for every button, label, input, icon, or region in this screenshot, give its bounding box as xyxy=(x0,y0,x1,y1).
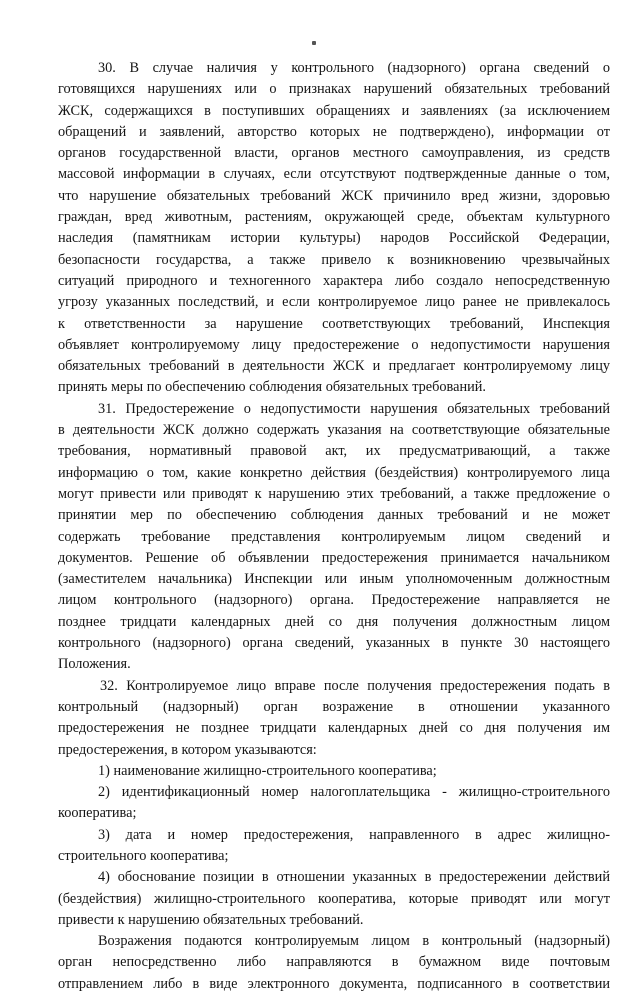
list-item-2 xyxy=(58,782,610,825)
document-text xyxy=(58,58,610,995)
paragraph-line: кооператива; xyxy=(58,805,137,822)
paragraph-line: 4) обоснование позиции в отношении указанных в предостережении действий xyxy=(98,869,610,886)
paragraph-line: (бездействия) жилищно-строительного кооператива, которые приводят или могут xyxy=(58,890,610,907)
paragraph-line: граждан, вред животным, растениям, окружающей среде, объектам культурного xyxy=(58,209,610,226)
paragraph-line: обязательных требований в деятельности ЖСК и предлагает контролируемому лицу xyxy=(58,358,610,375)
paragraph-line: 1) наименование жилищно-строительного кооператива; xyxy=(98,762,437,779)
paragraph-line: Положения. xyxy=(58,656,131,673)
paragraph-line: наследия (памятникам истории культуры) народов Российской Федерации, xyxy=(58,230,610,247)
paragraph-32 xyxy=(58,676,610,761)
paragraph-30 xyxy=(58,58,610,399)
paragraph-line: (заместителем начальника) Инспекции или иным уполномоченным должностным xyxy=(58,571,610,588)
paragraph-line: 30. В случае наличия у контрольного (надзорного) органа сведений о xyxy=(98,60,610,76)
paragraph-line: информацию о том, какие конкретно действия (бездействия) контролируемого лица xyxy=(58,464,610,481)
paragraph-line: содержать требование представления контролируемым лицом сведений и xyxy=(58,528,610,545)
paragraph-line: готовящихся нарушениях или о признаках нарушений обязательных требований xyxy=(58,81,610,98)
paragraph-line: орган непосредственно либо направляются в бумажном виде почтовым xyxy=(58,954,610,971)
list-item-4 xyxy=(58,867,610,931)
paragraph-line: лицом контрольного (надзорного) органа. Предостережение направляется не xyxy=(58,592,610,609)
paragraph-line: позднее тридцати календарных дней со дня получения должностным лицом xyxy=(58,613,610,630)
paragraph-line: предостережения не позднее тридцати календарных дней со дня получения им xyxy=(58,720,610,737)
paragraph-line: органов государственной власти, органов местного самоуправления, из средств xyxy=(58,145,610,162)
paragraph-line: контрольный (надзорный) орган возражение в отношении указанного xyxy=(58,698,610,715)
paragraph-line: Возражения подаются контролируемым лицом в контрольный (надзорный) xyxy=(98,933,610,950)
paragraph-line: безопасности государства, а также привело к возникновению чрезвычайных xyxy=(58,251,610,268)
paragraph-line: предостережения, в котором указываются: xyxy=(58,741,317,758)
paragraph-line: обращений и заявлений, авторство которых не подтверждено), информации от xyxy=(58,123,610,140)
paragraph-line: в деятельности ЖСК должно содержать указания на соответствующие обязательные xyxy=(58,422,610,439)
paragraph-line: 3) дата и номер предостережения, направленного в адрес жилищно- xyxy=(98,826,610,843)
paragraph-line: к ответственности за нарушение соответствующих требований, Инспекция xyxy=(58,315,610,332)
paragraph-line: угрозу указанных последствий, и если контролируемое лицо ранее не привлекалось xyxy=(58,294,610,311)
page-mark xyxy=(312,41,316,45)
paragraph-line: могут привести или приводят к нарушению этих требований, а также предложение о xyxy=(58,485,610,502)
paragraph-line: принятии мер по обеспечению соблюдения данных требований и не может xyxy=(58,507,610,524)
paragraph-line: контрольного (надзорного) органа сведений, указанных в пункте 30 настоящего xyxy=(58,635,610,652)
paragraph-objections xyxy=(58,931,610,995)
paragraph-line: отправлением либо в виде электронного документа, подписанного в соответствии xyxy=(58,975,610,992)
paragraph-line: принять меры по обеспечению соблюдения обязательных требований. xyxy=(58,379,486,396)
paragraph-line: 31. Предостережение о недопустимости нарушения обязательных требований xyxy=(98,400,610,417)
paragraph-line: ситуаций природного и техногенного характера либо создало непосредственную xyxy=(58,272,610,289)
paragraph-line: документов. Решение об объявлении предостережения принимается начальником xyxy=(58,549,610,566)
list-item-3 xyxy=(58,825,610,868)
list-item-1 xyxy=(58,761,610,782)
paragraph-line: объявляет контролируемому лицу предостережение о недопустимости нарушения xyxy=(58,336,610,353)
paragraph-line: привести к нарушению обязательных требований. xyxy=(58,911,364,928)
paragraph-line: 2) идентификационный номер налогоплательщика - жилищно-строительного xyxy=(98,784,610,801)
paragraph-line: ЖСК, содержащихся в поступивших обращениях и заявлениях (за исключением xyxy=(58,102,610,119)
paragraph-line: строительного кооператива; xyxy=(58,847,229,864)
paragraph-31 xyxy=(58,399,610,676)
paragraph-line: 32. Контролируемое лицо вправе после получения предостережения подать в xyxy=(100,677,610,694)
paragraph-line: требования, нормативный правовой акт, их предусматривающий, а также xyxy=(58,443,610,460)
paragraph-line: что нарушение обязательных требований ЖСК причинило вред жизни, здоровью xyxy=(58,187,610,204)
paragraph-line: массовой информации в случаях, если отсутствуют подтвержденные данные о том, xyxy=(58,166,610,183)
